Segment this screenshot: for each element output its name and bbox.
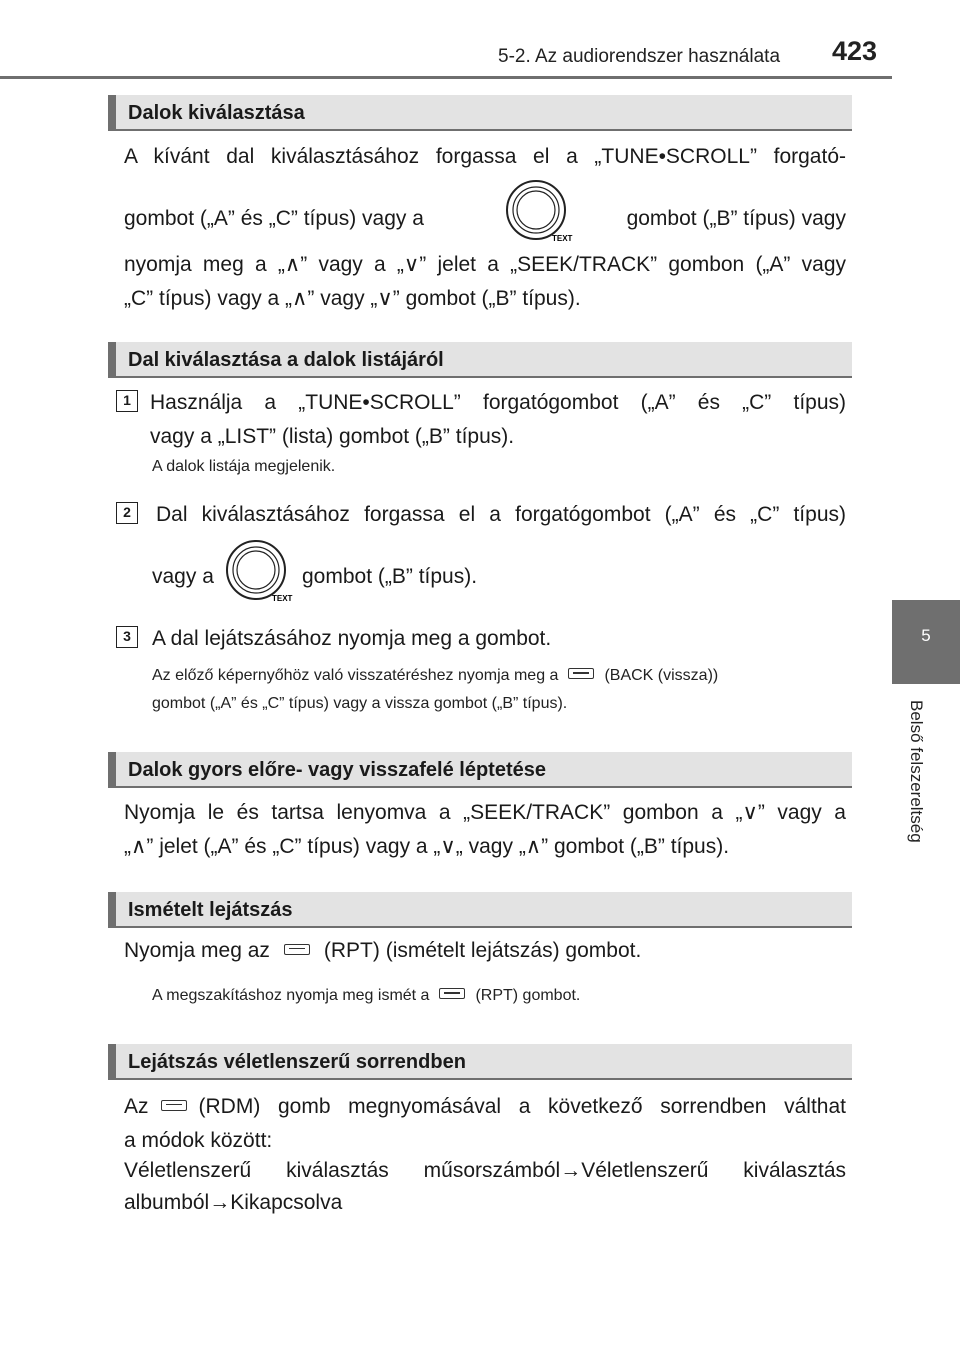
section-heading — [108, 1044, 852, 1080]
text-line: „∧” jelet („A” és „C” típus) vagy a „∨„ vagy „∧” gombot („B” típus). — [124, 835, 730, 858]
section-title: Ismételt lejátszás — [128, 899, 293, 921]
text-line: A kívánt dal kiválasztásához forgassa el a „TUNE•SCROLL” forgató- — [124, 145, 846, 168]
text-line: A dal lejátszásához nyomja meg a gombot. — [152, 627, 552, 650]
running-header: 5-2. Az audiorendszer használata — [498, 46, 781, 67]
text-line: vagy a — [152, 565, 214, 588]
text-line: „C” típus) vagy a „∧” vagy „∨” gombot („B” típus). — [124, 287, 581, 310]
chapter-number: 5 — [921, 626, 931, 645]
rdm-button-icon — [161, 1100, 187, 1111]
section-title: Dalok gyors előre- vagy visszafelé léptetése — [128, 759, 546, 781]
text-line: albumból→Kikapcsolva — [124, 1191, 343, 1214]
section-title: Dal kiválasztása a dalok listájáról — [128, 349, 444, 371]
paragraph — [124, 932, 641, 969]
step-number: 1 — [116, 390, 138, 412]
note-text: Az előző képernyőhöz való visszatéréshez nyomja meg a — [152, 667, 559, 684]
chapter-label: Belső felszereltség — [907, 700, 926, 843]
section-heading — [108, 342, 852, 378]
step-number: 2 — [116, 502, 138, 524]
note-text: (RPT) gombot. — [475, 987, 581, 1004]
section-title: Dalok kiválasztása — [128, 102, 305, 124]
text-line: gombot („B” típus). — [302, 565, 478, 588]
back-button-icon — [568, 668, 594, 679]
section-heading — [108, 752, 852, 788]
text-line: Nyomja meg az — [124, 939, 270, 962]
text-line — [124, 1088, 846, 1125]
section-title: Lejátszás véletlenszerű sorrendben — [128, 1051, 466, 1073]
step-note: gombot („A” és „C” típus) vagy a vissza gombot („B” típus). — [152, 695, 568, 712]
text-line: a módok között: — [124, 1129, 273, 1152]
text-fragment: Az — [124, 1095, 149, 1118]
tune-knob-icon — [220, 538, 294, 604]
text-line: Véletlenszerű kiválasztás műsorszámból→Véletlenszerű kiválasztás — [124, 1159, 846, 1182]
note-text: (BACK (vissza)) — [604, 667, 719, 684]
section-heading — [108, 892, 852, 928]
note-text: A megszakításhoz nyomja meg ismét a — [152, 987, 430, 1004]
step-note — [152, 662, 846, 690]
text-line: (RPT) (ismételt lejátszás) gombot. — [323, 939, 642, 962]
text-fragment: (RDM) gomb megnyomásával a következő sorrendben válthat — [198, 1095, 846, 1118]
text-line: gombot („A” és „C” típus) vagy a — [124, 207, 424, 230]
step-number: 3 — [116, 626, 138, 648]
rpt-button-icon — [439, 988, 465, 999]
knob-text-label: TEXT — [552, 234, 573, 243]
header-rule — [0, 76, 892, 79]
section-heading — [108, 95, 852, 131]
text-line: Nyomja le és tartsa lenyomva a „SEEK/TRACK” gombon a „∨” vagy a — [124, 801, 846, 824]
text-line: gombot („B” típus) vagy — [626, 207, 846, 230]
rpt-button-icon — [284, 944, 310, 955]
text-line: nyomja meg a „∧” vagy a „∨” jelet a „SEEK/TRACK” gombon („A” vagy — [124, 253, 846, 276]
text-line: Használja a „TUNE•SCROLL” forgatógombot („A” és „C” típus) — [150, 391, 846, 414]
text-line: vagy a „LIST” (lista) gombot („B” típus). — [150, 425, 515, 448]
text-line: Dal kiválasztásához forgassa el a forgatógombot („A” és „C” típus) — [156, 503, 846, 526]
page-number: 423 — [832, 36, 878, 66]
knob-text-label: TEXT — [272, 594, 293, 603]
note — [152, 982, 580, 1010]
tune-knob-icon — [500, 178, 574, 244]
step-note: A dalok listája megjelenik. — [152, 458, 336, 475]
chapter-tab — [892, 600, 960, 684]
